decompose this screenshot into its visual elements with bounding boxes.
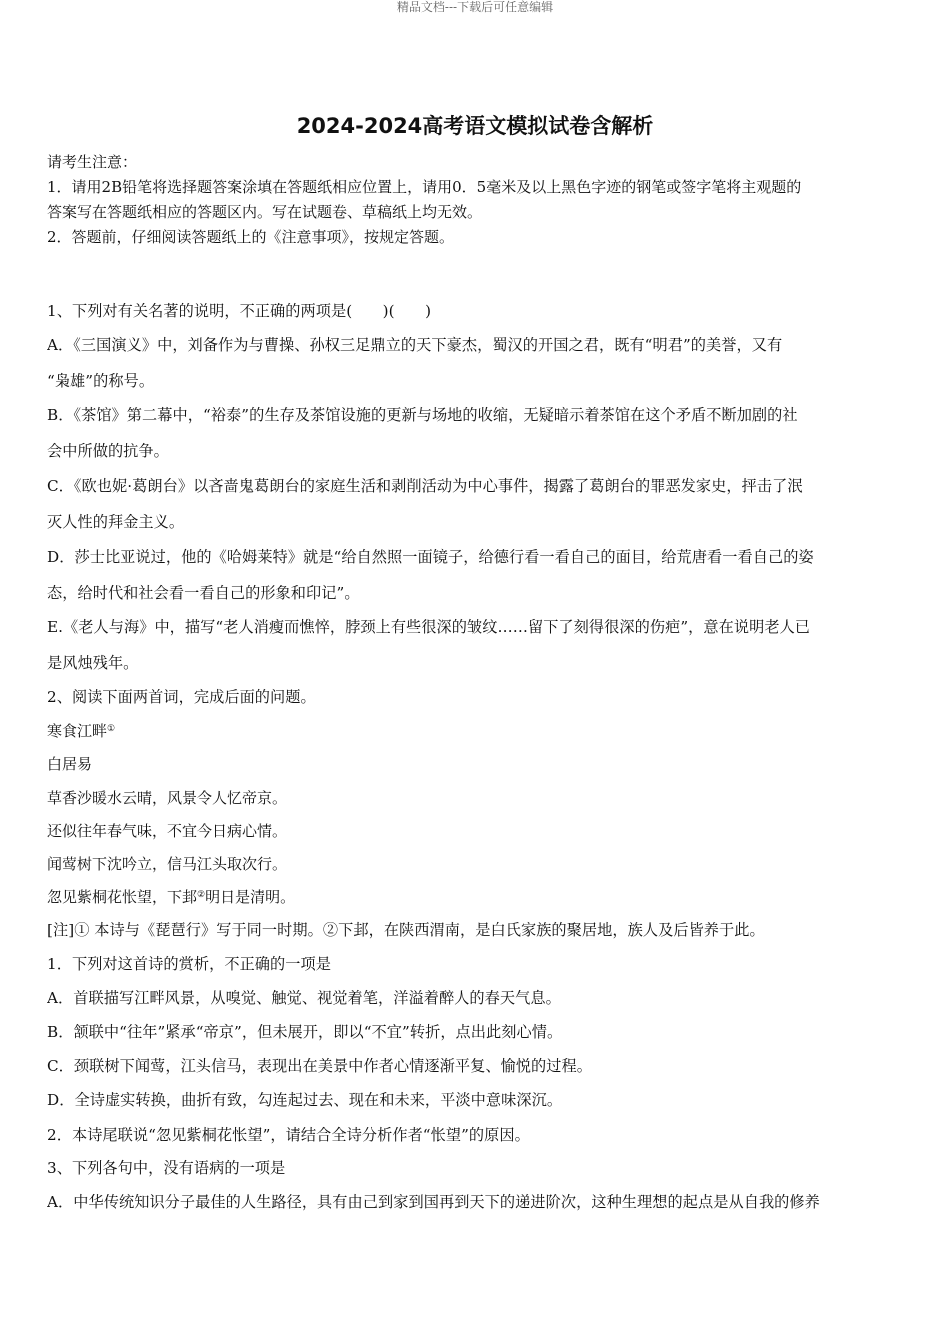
poem-verse	[47, 887, 903, 907]
question-2-option-c: C．颈联树下闻莺，江头信马，表现出在美景中作者心情逐渐平复、愉悦的过程。	[47, 1057, 592, 1075]
question-1-option-e-cont: 是风烛残年。	[47, 654, 139, 672]
question-1-option-e: E.《老人与海》中，描写“老人消瘦而憔悴，脖颈上有些很深的皱纹……留下了刻得很深的伤疤”，意在说明老人已	[47, 618, 811, 636]
question-1-option-d-cont: 态，给时代和社会看一看自己的形象和印记”。	[47, 584, 360, 602]
notice-line: 2．答题前，仔细阅读答题纸上的《注意事项》，按规定答题。	[47, 228, 455, 246]
poem-verse: 草香沙暖水云晴，风景令人忆帝京。	[47, 789, 288, 807]
footnote-mark: ②	[197, 890, 206, 900]
question-2-stem: 2、阅读下面两首词，完成后面的问题。	[47, 688, 316, 706]
poem-title	[47, 721, 903, 741]
question-1-option-c: C．《欧也妮·葛朗台》以吝啬鬼葛朗台的家庭生活和剥削活动为中心事件，揭露了葛朗台的罪恶发家史，抨击了泯	[47, 477, 803, 495]
page-header-watermark: 精品文档---下载后可任意编辑	[396, 0, 554, 14]
page-title: 2024-2024高考语文模拟试卷含解析	[296, 114, 654, 138]
question-1-option-d: D．莎士比亚说过，他的《哈姆莱特》就是“给自然照一面镜子，给德行看一看自己的面目，给荒唐看一看自己的姿	[47, 548, 814, 566]
question-2-option-d: D．全诗虚实转换，曲折有致，勾连起过去、现在和未来，平淡中意味深沉。	[47, 1091, 563, 1109]
poem-verse-part: 忽见紫桐花怅望，下邽	[47, 888, 198, 906]
question-1-option-b-cont: 会中所做的抗争。	[47, 442, 169, 460]
poem-verse-part: 明日是清明。	[205, 888, 296, 906]
poem-title-text: 寒食江畔	[47, 722, 108, 740]
question-2-sub-1: 1．下列对这首诗的赏析，不正确的一项是	[47, 955, 331, 973]
question-1-option-a-cont: “枭雄”的称号。	[47, 372, 155, 390]
question-2-sub-2: 2．本诗尾联说“忽见紫桐花怅望”，请结合全诗分析作者“怅望”的原因。	[47, 1126, 530, 1144]
question-1-option-b: B．《茶馆》第二幕中，“裕泰”的生存及茶馆设施的更新与场地的收缩，无疑暗示着茶馆在这个矛盾不断加剧的社	[47, 406, 798, 424]
poem-verse: 闻莺树下沈吟立，信马江头取次行。	[47, 855, 288, 873]
question-2-option-a: A．首联描写江畔风景，从嗅觉、触觉、视觉着笔，洋溢着醉人的春天气息。	[47, 989, 561, 1007]
question-2-option-b: B．颔联中“往年”紧承“帝京”，但未展开，即以“不宜”转折，点出此刻心情。	[47, 1023, 563, 1041]
notice-line: 答案写在答题纸相应的答题区内。写在试题卷、草稿纸上均无效。	[47, 203, 483, 221]
notice-heading: 请考生注意：	[47, 153, 138, 171]
footnote-mark: ①	[107, 724, 116, 734]
poem-author: 白居易	[47, 755, 93, 773]
poem-verse: 还似往年春气味，不宜今日病心情。	[47, 822, 288, 840]
question-3-option-a: A．中华传统知识分子最佳的人生路径，具有由己到家到国再到天下的递进阶次，这种生理想的起点是从自我的修养	[47, 1193, 820, 1211]
poem-note: [注]① 本诗与《琵琶行》写于同一时期。②下邽，在陕西渭南，是白氏家族的聚居地，族人及后皆养于此。	[47, 921, 765, 939]
notice-line: 1．请用2B铅笔将选择题答案涂填在答题纸相应位置上，请用0．5毫米及以上黑色字迹的钢笔或签字笔将主观题的	[47, 178, 802, 196]
question-3-stem: 3、下列各句中，没有语病的一项是	[47, 1159, 286, 1177]
question-1-stem: 1、下列对有关名著的说明，不正确的两项是( )( )	[47, 302, 432, 320]
question-1-option-c-cont: 灭人性的拜金主义。	[47, 513, 185, 531]
question-1-option-a: A．《三国演义》中，刘备作为与曹操、孙权三足鼎立的天下豪杰，蜀汉的开国之君，既有“明君”的美誉，又有	[47, 336, 783, 354]
